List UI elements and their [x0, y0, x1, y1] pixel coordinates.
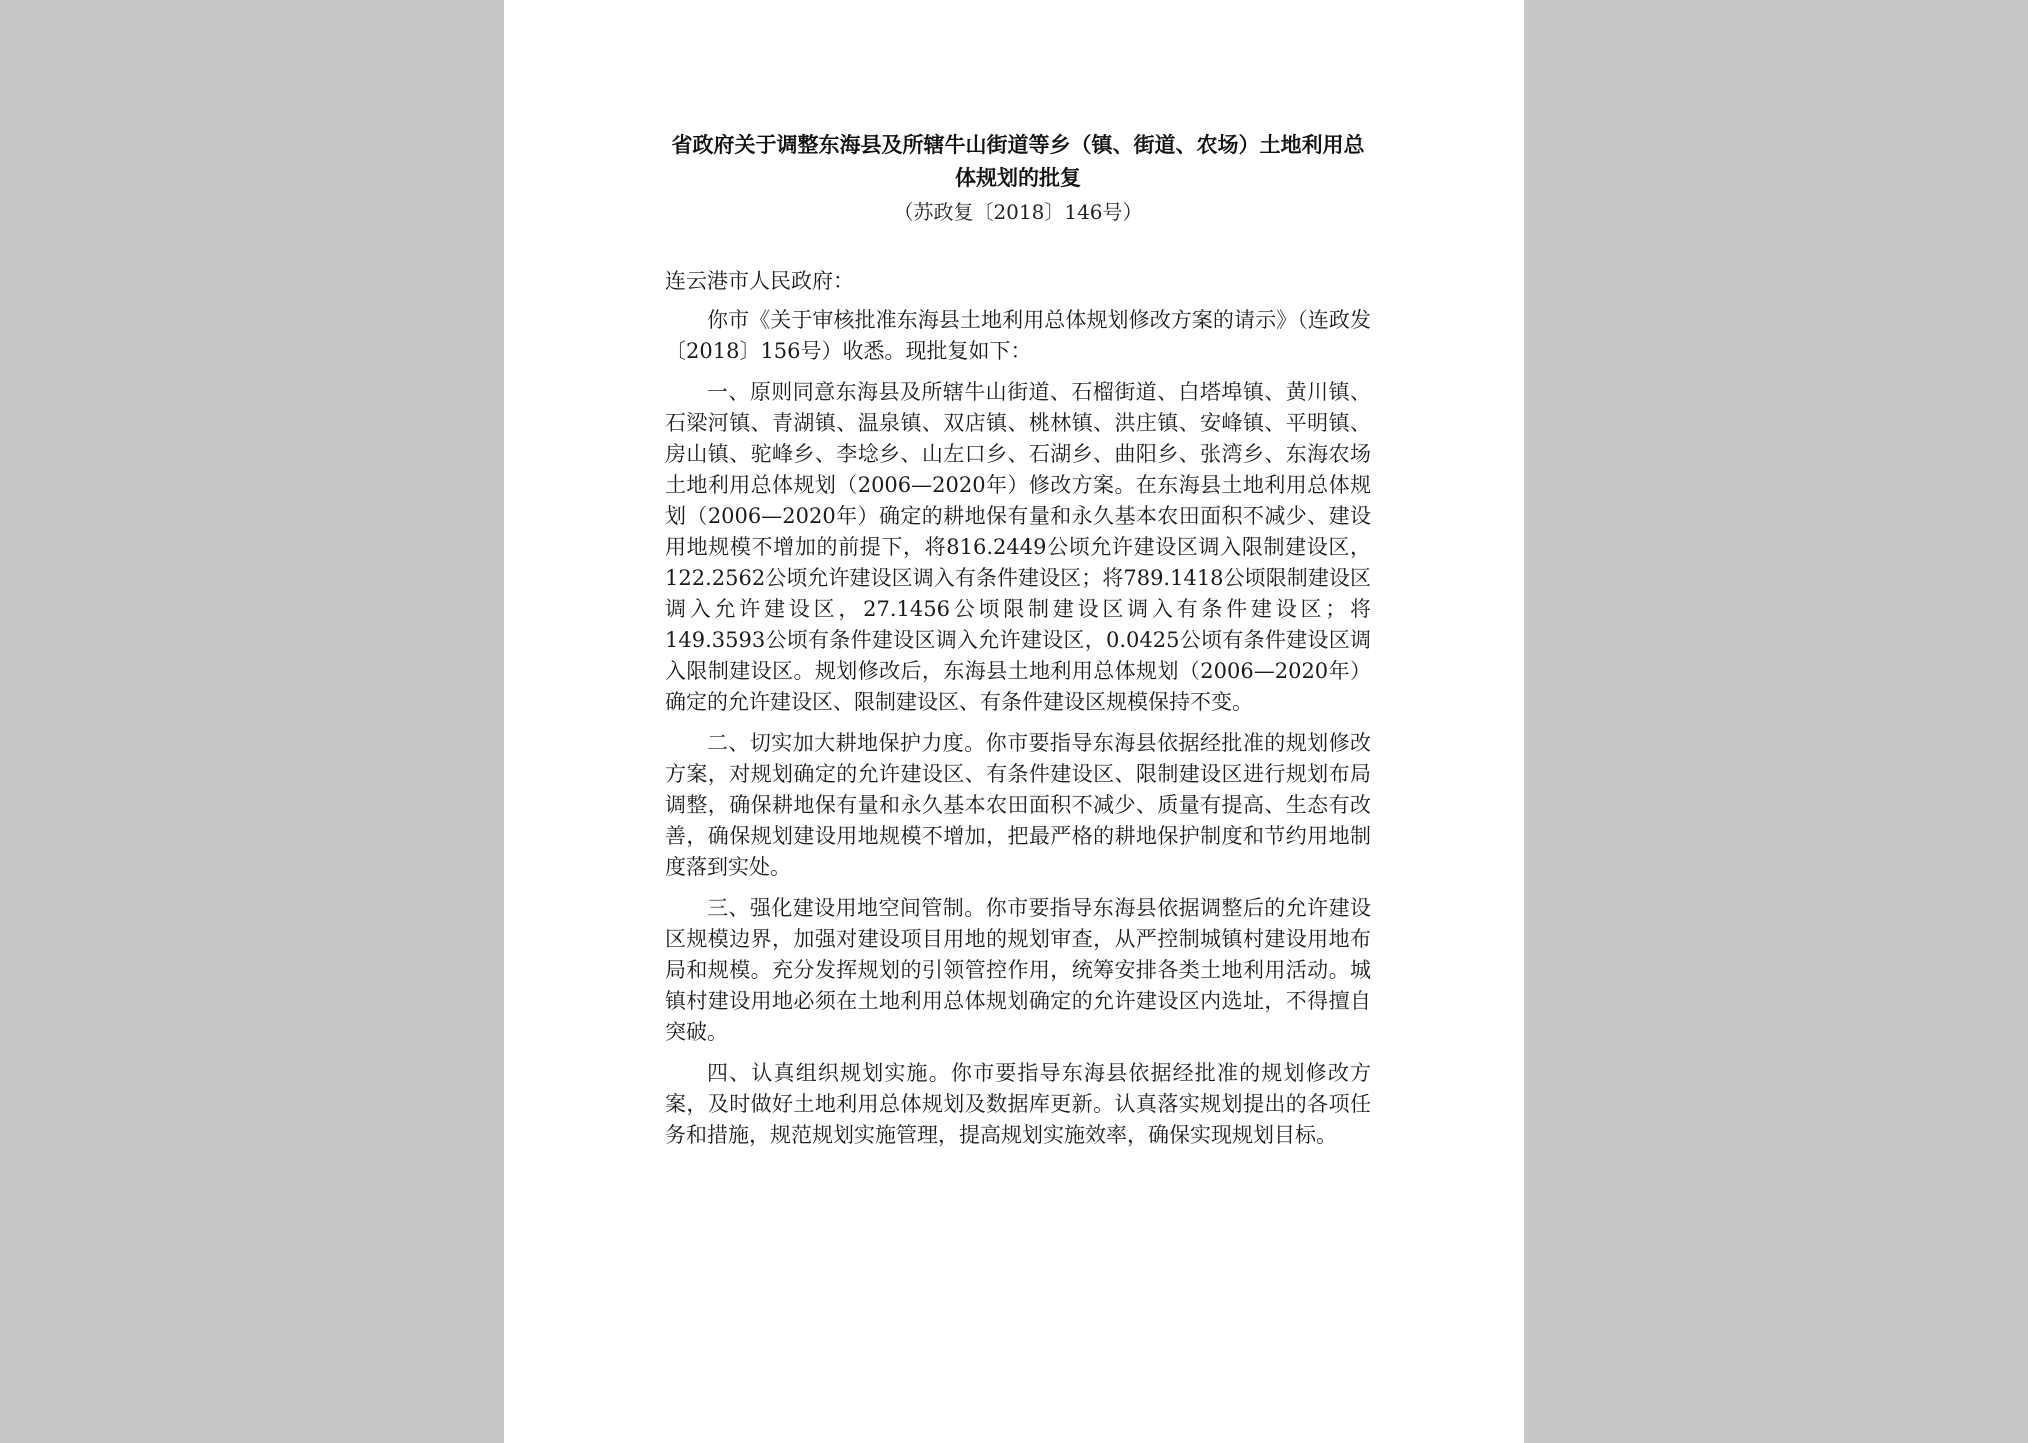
document-title: 省政府关于调整东海县及所辖牛山街道等乡（镇、街道、农场）土地利用总体规划的批复 [671, 132, 1365, 190]
paragraph-item-1: 一、原则同意东海县及所辖牛山街道、石榴街道、白塔埠镇、黄川镇、石梁河镇、青湖镇、温泉镇、双店镇、桃林镇、洪庄镇、安峰镇、平明镇、房山镇、驼峰乡、李埝乡、山左口乡、石湖乡、曲阳乡、张湾乡、东海农场土地利用总体规划（2006—2020年）修改方案。在东海县土地利用总体规划（2006—2020年）确定的耕地保有量和永久基本农田面积不减少、建设用地规模不增加的前提下，将816.2449公顷允许建设区调入限制建设区，122.2562公顷允许建设区调入有条件建设区；将789.1418公顷限制建设区调入允许建设区，27.1456公顷限制建设区调入有条件建设区；将149.3593公顷有条件建设区调入允许建设区，0.0425公顷有条件建设区调入限制建设区。规划修改后，东海县土地利用总体规划（2006—2020年）确定的允许建设区、限制建设区、有条件建设区规模保持不变。 [665, 380, 1371, 714]
paragraph-item-2: 二、切实加大耕地保护力度。你市要指导东海县依据经批准的规划修改方案，对规划确定的允许建设区、有条件建设区、限制建设区进行规划布局调整，确保耕地保有量和永久基本农田面积不减少、质量有提高、生态有改善，确保规划建设用地规模不增加，把最严格的耕地保护制度和节约用地制度落到实处。 [665, 731, 1371, 879]
paragraph-item-3: 三、强化建设用地空间管制。你市要指导东海县依据调整后的允许建设区规模边界，加强对建设项目用地的规划审查，从严控制城镇村建设用地布局和规模。充分发挥规划的引领管控作用，统筹安排各类土地利用活动。城镇村建设用地必须在土地利用总体规划确定的允许建设区内选址，不得擅自突破。 [665, 896, 1371, 1044]
document-page [504, 0, 1524, 1443]
document-number: （苏政复〔2018〕146号） [893, 200, 1143, 224]
document-content [665, 128, 1371, 1161]
salutation: 连云港市人民政府： [665, 269, 854, 293]
paragraph-item-4: 四、认真组织规划实施。你市要指导东海县依据经批准的规划修改方案，及时做好土地利用总体规划及数据库更新。认真落实规划提出的各项任务和措施，规范规划实施管理，提高规划实施效率，确保实现规划目标。 [665, 1061, 1371, 1147]
paragraph-intro: 你市《关于审核批准东海县土地利用总体规划修改方案的请示》（连政发〔2018〕156号）收悉。现批复如下： [665, 308, 1371, 363]
